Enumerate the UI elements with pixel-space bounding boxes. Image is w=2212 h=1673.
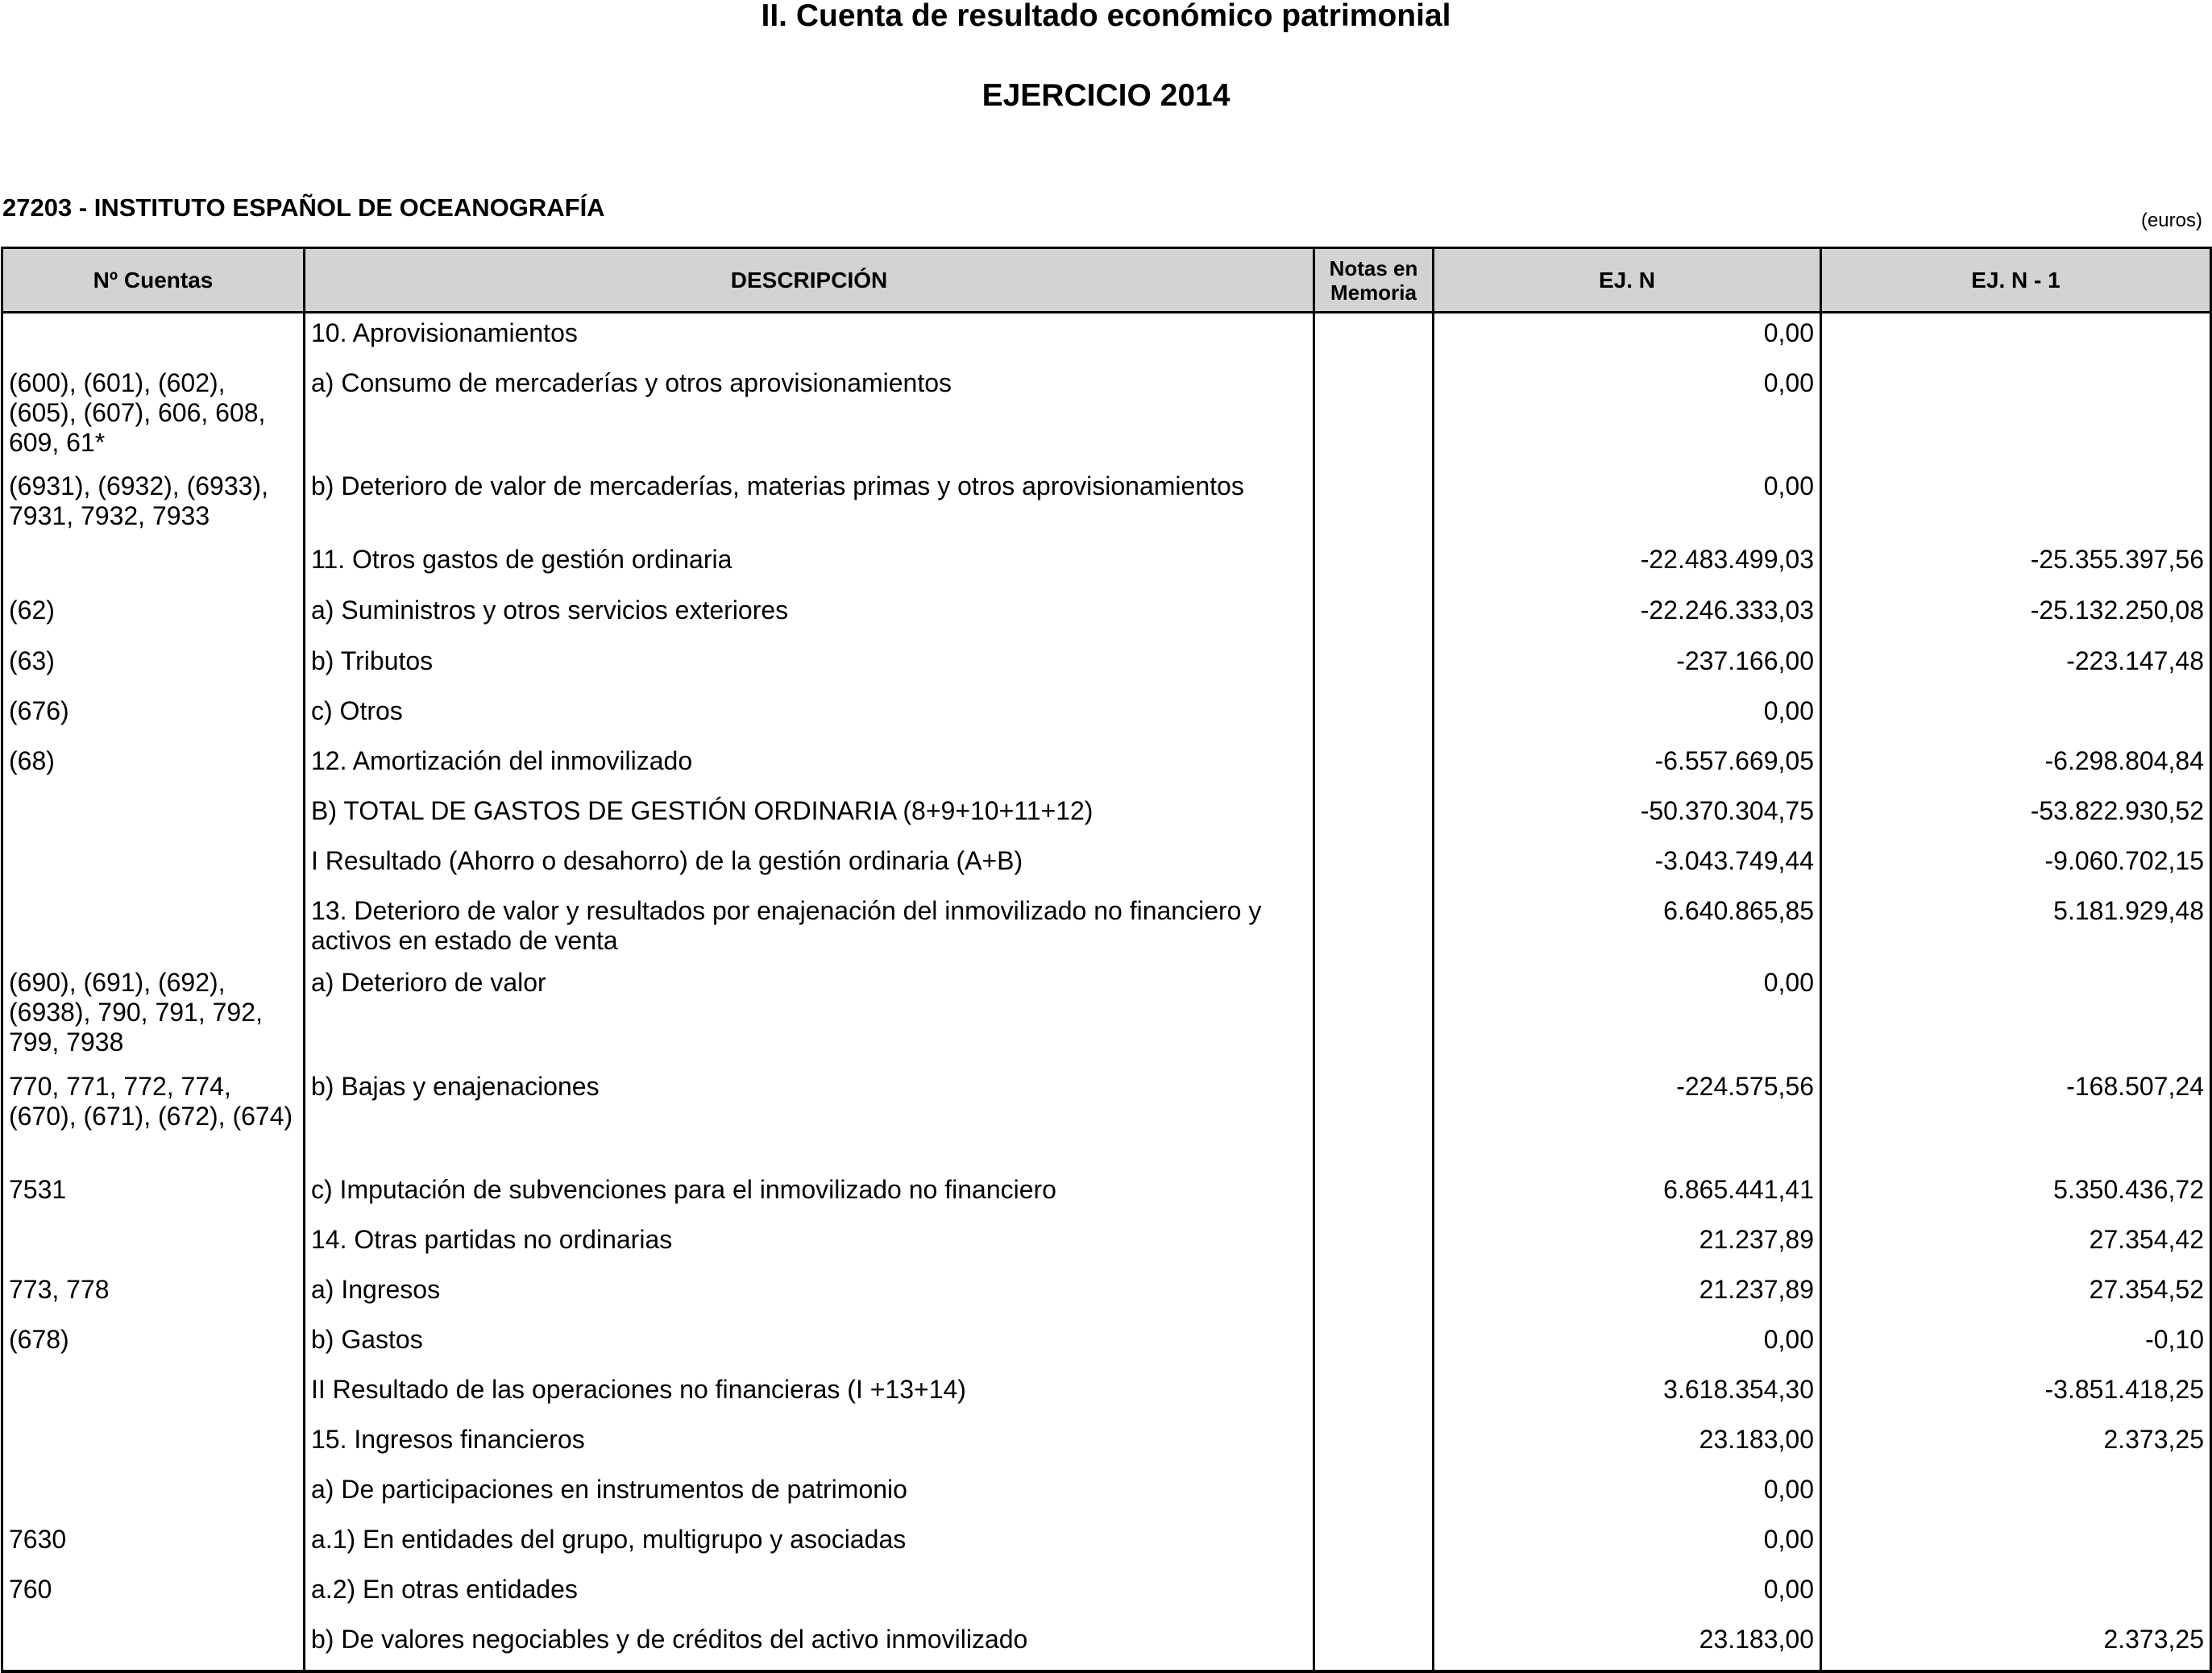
- cell-descripcion: 12. Amortización del inmovilizado: [305, 741, 1314, 791]
- col-header-notas: Notas en Memoria: [1314, 248, 1434, 313]
- cell-ej-n: 6.640.865,85: [1434, 891, 1821, 963]
- cell-cuentas: [2, 1370, 305, 1420]
- cell-cuentas: (68): [2, 741, 305, 791]
- cell-ej-n: 3.618.354,30: [1434, 1370, 1821, 1420]
- cell-notas: [1314, 891, 1434, 963]
- entity-name: 27203 - INSTITUTO ESPAÑOL DE OCEANOGRAFÍA: [2, 193, 605, 222]
- cell-descripcion: a) Deterioro de valor: [305, 963, 1314, 1067]
- cell-ej-n1: [1821, 363, 2211, 467]
- fiscal-year-title: EJERCICIO 2014: [981, 78, 1231, 113]
- col-header-ej-n1: EJ. N - 1: [1821, 248, 2211, 313]
- table-row: [2, 741, 2211, 791]
- table-row: [2, 1270, 2211, 1320]
- cell-ej-n1: [1821, 1470, 2211, 1520]
- cell-ej-n: -22.483.499,03: [1434, 540, 1821, 591]
- cell-notas: [1314, 1370, 1434, 1420]
- cell-descripcion: B) TOTAL DE GASTOS DE GESTIÓN ORDINARIA (8+9+10+11+12): [305, 791, 1314, 841]
- cell-cuentas: [2, 841, 305, 891]
- cell-cuentas: (6931), (6932), (6933), 7931, 7932, 7933: [2, 467, 305, 540]
- cell-descripcion: a) Consumo de mercaderías y otros aprovisionamientos: [305, 363, 1314, 467]
- cell-cuentas: (62): [2, 591, 305, 641]
- cell-descripcion: 15. Ingresos financieros: [305, 1420, 1314, 1470]
- cell-cuentas: [2, 313, 305, 363]
- cell-ej-n: 21.237,89: [1434, 1220, 1821, 1270]
- cell-ej-n: -6.557.669,05: [1434, 741, 1821, 791]
- cell-ej-n: 23.183,00: [1434, 1420, 1821, 1470]
- page-title: II. Cuenta de resultado económico patrimonial: [761, 0, 1451, 33]
- cell-cuentas: 770, 771, 772, 774, (670), (671), (672), (674): [2, 1067, 305, 1170]
- table-row: [2, 1620, 2211, 1671]
- table-row: [2, 313, 2211, 363]
- cell-cuentas: [2, 540, 305, 591]
- table-row: [2, 1220, 2211, 1270]
- cell-ej-n: 0,00: [1434, 691, 1821, 741]
- cell-notas: [1314, 313, 1434, 363]
- cell-descripcion: a) Ingresos: [305, 1270, 1314, 1320]
- cell-ej-n1: -223.147,48: [1821, 641, 2211, 691]
- cell-ej-n1: [1821, 313, 2211, 363]
- table-row: [2, 963, 2211, 1067]
- cell-cuentas: [2, 1220, 305, 1270]
- table-row: [2, 841, 2211, 891]
- cell-notas: [1314, 791, 1434, 841]
- cell-ej-n1: -168.507,24: [1821, 1067, 2211, 1170]
- table-row: [2, 1320, 2211, 1370]
- cell-ej-n1: 2.373,25: [1821, 1620, 2211, 1671]
- cell-notas: [1314, 1470, 1434, 1520]
- table-row: [2, 1370, 2211, 1420]
- cell-cuentas: 7531: [2, 1170, 305, 1220]
- cell-ej-n1: -3.851.418,25: [1821, 1370, 2211, 1420]
- cell-cuentas: [2, 1420, 305, 1470]
- table-row: [2, 1570, 2211, 1620]
- cell-notas: [1314, 1320, 1434, 1370]
- cell-ej-n1: -0,10: [1821, 1320, 2211, 1370]
- cell-descripcion: c) Otros: [305, 691, 1314, 741]
- cell-descripcion: 10. Aprovisionamientos: [305, 313, 1314, 363]
- table-row: [2, 540, 2211, 591]
- cell-notas: [1314, 1570, 1434, 1620]
- cell-ej-n1: [1821, 691, 2211, 741]
- cell-descripcion: a.2) En otras entidades: [305, 1570, 1314, 1620]
- table-row: [2, 1420, 2211, 1470]
- cell-descripcion: 13. Deterioro de valor y resultados por enajenación del inmovilizado no financiero y activos en estado de venta: [305, 891, 1314, 963]
- cell-descripcion: b) Bajas y enajenaciones: [305, 1067, 1314, 1170]
- cell-cuentas: (690), (691), (692), (6938), 790, 791, 792, 799, 7938: [2, 963, 305, 1067]
- cell-notas: [1314, 641, 1434, 691]
- col-header-cuentas: Nº Cuentas: [2, 248, 305, 313]
- cell-ej-n: 0,00: [1434, 313, 1821, 363]
- cell-notas: [1314, 1170, 1434, 1220]
- col-header-descripcion: DESCRIPCIÓN: [305, 248, 1314, 313]
- cell-notas: [1314, 691, 1434, 741]
- cell-descripcion: b) Gastos: [305, 1320, 1314, 1370]
- cell-cuentas: 7630: [2, 1520, 305, 1570]
- cell-ej-n1: 5.181.929,48: [1821, 891, 2211, 963]
- cell-cuentas: 760: [2, 1570, 305, 1620]
- cell-ej-n: 0,00: [1434, 963, 1821, 1067]
- cell-ej-n: -3.043.749,44: [1434, 841, 1821, 891]
- currency-units: (euros): [2140, 210, 2202, 231]
- table-row: [2, 1520, 2211, 1570]
- cell-ej-n1: -6.298.804,84: [1821, 741, 2211, 791]
- cell-ej-n1: -53.822.930,52: [1821, 791, 2211, 841]
- cell-ej-n: 0,00: [1434, 1320, 1821, 1370]
- cell-ej-n1: 5.350.436,72: [1821, 1170, 2211, 1220]
- cell-notas: [1314, 591, 1434, 641]
- cell-ej-n: 6.865.441,41: [1434, 1170, 1821, 1220]
- cell-notas: [1314, 841, 1434, 891]
- cell-notas: [1314, 1067, 1434, 1170]
- cell-notas: [1314, 1270, 1434, 1320]
- table-row: [2, 591, 2211, 641]
- cell-ej-n: -50.370.304,75: [1434, 791, 1821, 841]
- cell-descripcion: a.1) En entidades del grupo, multigrupo y asociadas: [305, 1520, 1314, 1570]
- cell-descripcion: b) De valores negociables y de créditos del activo inmovilizado: [305, 1620, 1314, 1671]
- table-row: [2, 467, 2211, 540]
- cell-cuentas: [2, 1470, 305, 1520]
- cell-ej-n: 0,00: [1434, 363, 1821, 467]
- table-header-row: [2, 248, 2211, 313]
- cell-ej-n: -22.246.333,03: [1434, 591, 1821, 641]
- cell-cuentas: [2, 1620, 305, 1671]
- cell-cuentas: [2, 791, 305, 841]
- cell-descripcion: I Resultado (Ahorro o desahorro) de la gestión ordinaria (A+B): [305, 841, 1314, 891]
- cell-descripcion: 14. Otras partidas no ordinarias: [305, 1220, 1314, 1270]
- cell-descripcion: a) De participaciones en instrumentos de patrimonio: [305, 1470, 1314, 1520]
- cell-descripcion: a) Suministros y otros servicios exteriores: [305, 591, 1314, 641]
- cell-ej-n1: -25.355.397,56: [1821, 540, 2211, 591]
- table-row: [2, 641, 2211, 691]
- cell-descripcion: II Resultado de las operaciones no financieras (I +13+14): [305, 1370, 1314, 1420]
- cell-cuentas: (676): [2, 691, 305, 741]
- cell-cuentas: (63): [2, 641, 305, 691]
- cell-ej-n1: [1821, 963, 2211, 1067]
- cell-ej-n1: -9.060.702,15: [1821, 841, 2211, 891]
- table-row: [2, 891, 2211, 963]
- cell-ej-n1: [1821, 1570, 2211, 1620]
- cell-descripcion: b) Tributos: [305, 641, 1314, 691]
- cell-descripcion: c) Imputación de subvenciones para el inmovilizado no financiero: [305, 1170, 1314, 1220]
- cell-notas: [1314, 363, 1434, 467]
- table-row: [2, 1067, 2211, 1170]
- cell-ej-n: 0,00: [1434, 1470, 1821, 1520]
- cell-notas: [1314, 1420, 1434, 1470]
- cell-ej-n1: -25.132.250,08: [1821, 591, 2211, 641]
- cell-ej-n: 21.237,89: [1434, 1270, 1821, 1320]
- cell-notas: [1314, 467, 1434, 540]
- table-row: [2, 1470, 2211, 1520]
- cell-cuentas: (600), (601), (602), (605), (607), 606, 608, 609, 61*: [2, 363, 305, 467]
- cell-notas: [1314, 1220, 1434, 1270]
- cell-cuentas: [2, 891, 305, 963]
- results-table: [1, 247, 2212, 1673]
- cell-notas: [1314, 963, 1434, 1067]
- cell-ej-n: 0,00: [1434, 1570, 1821, 1620]
- col-header-ej-n: EJ. N: [1434, 248, 1821, 313]
- cell-ej-n: 0,00: [1434, 467, 1821, 540]
- table-row: [2, 691, 2211, 741]
- cell-ej-n: 23.183,00: [1434, 1620, 1821, 1671]
- cell-descripcion: b) Deterioro de valor de mercaderías, materias primas y otros aprovisionamientos: [305, 467, 1314, 540]
- cell-ej-n: -224.575,56: [1434, 1067, 1821, 1170]
- cell-descripcion: 11. Otros gastos de gestión ordinaria: [305, 540, 1314, 591]
- cell-notas: [1314, 741, 1434, 791]
- table-row: [2, 363, 2211, 467]
- cell-cuentas: 773, 778: [2, 1270, 305, 1320]
- cell-notas: [1314, 1520, 1434, 1570]
- cell-ej-n: -237.166,00: [1434, 641, 1821, 691]
- cell-ej-n1: [1821, 1520, 2211, 1570]
- table-row: [2, 791, 2211, 841]
- cell-ej-n1: 27.354,52: [1821, 1270, 2211, 1320]
- cell-notas: [1314, 1620, 1434, 1671]
- cell-ej-n1: 27.354,42: [1821, 1220, 2211, 1270]
- table-row: [2, 1170, 2211, 1220]
- cell-notas: [1314, 540, 1434, 591]
- cell-ej-n1: [1821, 467, 2211, 540]
- cell-ej-n1: 2.373,25: [1821, 1420, 2211, 1470]
- cell-cuentas: (678): [2, 1320, 305, 1370]
- cell-ej-n: 0,00: [1434, 1520, 1821, 1570]
